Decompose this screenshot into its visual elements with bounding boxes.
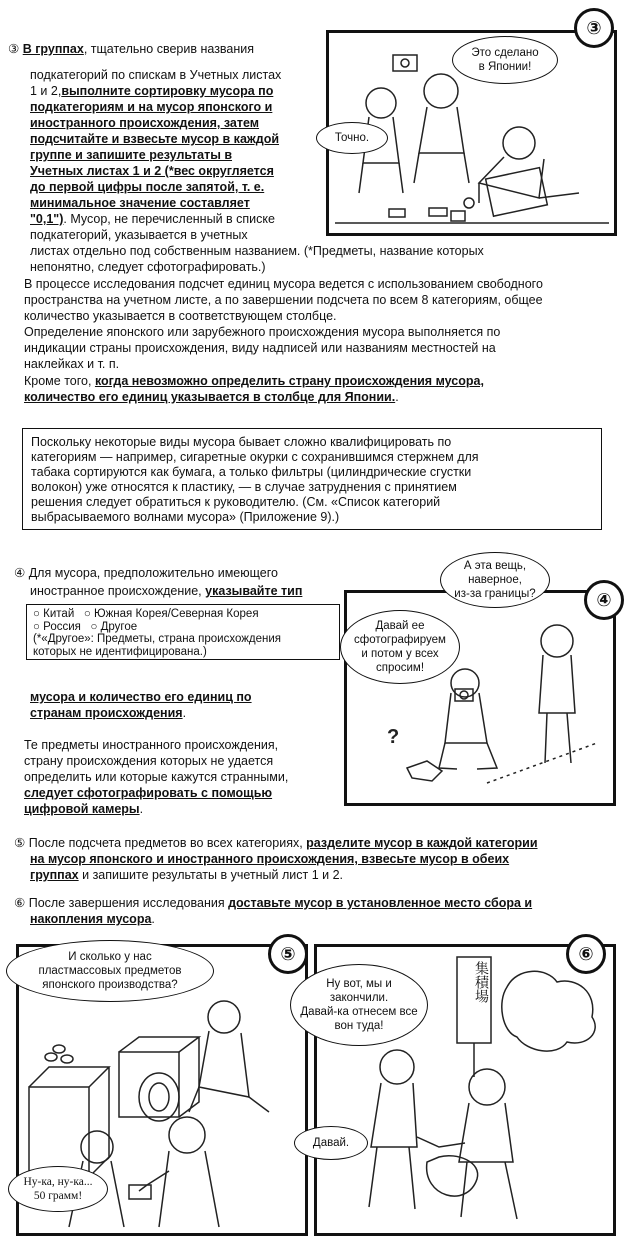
comic-3-bubble-2-text: Точно.: [334, 132, 370, 144]
step5-plain-2: и запишите результаты в учетный лист 1 и 2.: [78, 868, 344, 882]
collection-point-sign: [458, 961, 492, 1003]
step3-bold-line: иностранного происхождения, затем: [30, 116, 260, 130]
comic-4-speech-bubble-2: [340, 610, 460, 684]
step6-plain-1: После завершения исследования: [28, 896, 229, 910]
option-label: Китай: [43, 608, 75, 620]
comic-5-speech-bubble-1: [6, 940, 214, 1002]
step4-options-box: [26, 604, 340, 660]
step4-line2: [30, 584, 302, 599]
options-note-line: (*«Другое»: Предметы, страна происхождения: [33, 633, 282, 645]
comic-3-speech-bubble-1: [452, 36, 558, 84]
step3-line2: подкатегорий по спискам в Учетных листах: [30, 68, 282, 82]
note-line: волокон) уже относятся к пластику, — в случае затруднения с принятием: [31, 480, 457, 494]
step6-marker: ⑥: [14, 896, 26, 910]
step3-para-line: наклейках и т. п.: [24, 357, 120, 371]
comic-4-speech-bubble-1: [440, 552, 550, 608]
note-line: Поскольку некоторые виды мусора бывает сложно квалифицировать по: [31, 435, 452, 449]
radio-icon[interactable]: ○: [83, 608, 91, 620]
step4-text-line: Те предметы иностранного происхождения,: [24, 738, 279, 752]
option-label: Другое: [100, 620, 138, 633]
comic-6-number-badge: ⑥: [566, 934, 606, 974]
step3-line-last: [30, 212, 275, 227]
step4-final-line2: [24, 802, 143, 817]
step3-rest-line: непонятно, следует сфотографировать.): [30, 260, 266, 274]
comic-3-bubble-1-text: Это сделано в Японии!: [471, 47, 539, 73]
step3-bold-line: группе и запишите результаты в: [30, 148, 233, 162]
step4-line1: [14, 566, 278, 581]
step3-para-line: В процессе исследования подсчет единиц мусора ведется с использованием свободного: [24, 277, 543, 291]
option-label: Южная Корея/Северная Корея: [94, 608, 259, 620]
comic-5-bubble-2-text: Ну-ка, ну-ка... 50 грамм!: [23, 1176, 93, 1202]
step4-final-bold-1: следует сфотографировать с помощью: [24, 786, 273, 800]
comic-6-speech-bubble-1: [290, 964, 428, 1046]
radio-icon[interactable]: ○: [90, 620, 98, 633]
step5-bold-2: на мусор японского и иностранного происхождения, взвесьте мусор в обеих: [30, 852, 510, 866]
step3-bold-line: подкатегориям и на мусор японского и: [30, 100, 273, 114]
step3-final-end: .: [395, 390, 399, 404]
step3-line3-plain: 1 и 2,: [30, 84, 62, 98]
comic-5-number-badge: ⑤: [268, 934, 308, 974]
step4-line2-bold: указывайте тип: [205, 584, 303, 598]
step6-end: .: [151, 912, 155, 926]
step4-bold-1: мусора и количество его единиц по: [30, 690, 252, 704]
step6-line1: [14, 896, 532, 911]
step4-bold-2: странам происхождения: [30, 706, 183, 720]
step3-rest-line: подкатегорий, указывается в учетных: [30, 228, 248, 242]
step3-final-bold1: когда невозможно определить страну происхождения мусора,: [94, 374, 484, 388]
step3-line-last-bold: "0,1"): [30, 212, 64, 226]
step3-final-plain: Кроме того,: [24, 374, 95, 388]
comic-6-bubble-2-text: Давай.: [312, 1137, 350, 1149]
step3-para-line: индикации страны происхождения, виду надписей или названиям местностей на: [24, 341, 496, 355]
comic-6-bubble-1-text: Ну вот, мы и закончили. Давай-ка отнесем все вон туда!: [300, 978, 418, 1032]
step5-marker: ⑤: [14, 836, 26, 850]
step3-line3: [30, 84, 273, 99]
option-label: Россия: [43, 620, 81, 633]
step5-line1: [14, 836, 538, 851]
options-row: [33, 621, 333, 634]
step6-bold-1: доставьте мусор в установленное место сбора и: [228, 896, 533, 910]
step5-bold-1: разделите мусор в каждой категории: [306, 836, 538, 850]
options-note-line: которых не идентифицирована.): [33, 645, 207, 658]
step3-bold-line: до первой цифры после запятой, т. е.: [30, 180, 265, 194]
options-row: [33, 608, 333, 621]
step4-marker: ④: [14, 566, 26, 580]
note-line: табака сортируются как бумага, а только фильтры (цилиндрические сгустки: [31, 465, 472, 479]
step4-bold-2-line: [30, 706, 186, 721]
step4-line2-plain: иностранное происхождение,: [30, 584, 206, 598]
step4-line1-text: Для мусора, предположительно имеющего: [28, 566, 278, 580]
step6-bold-2: накопления мусора: [30, 912, 152, 926]
comic-3-speech-bubble-2: [316, 122, 388, 154]
step4-bold-end: .: [182, 706, 187, 720]
radio-icon[interactable]: ○: [33, 620, 40, 633]
step6-line2: [30, 912, 155, 927]
svg-text:?: ?: [387, 726, 400, 748]
step3-para-line: количество указывается в соответствующем столбце.: [24, 309, 337, 323]
step3-marker: ③: [8, 42, 20, 56]
comic-4-bubble-1-text: А эта вещь, наверное, из-за границы?: [454, 560, 536, 600]
note-box: [22, 428, 602, 530]
comic-3-number-badge: ③: [574, 8, 614, 48]
collection-point-sign-text: 集積場: [473, 961, 489, 1003]
radio-icon[interactable]: ○: [33, 608, 40, 620]
step3-bold-line: подсчитайте и взвесьте мусор в каждой: [30, 132, 280, 146]
comic-4-bubble-2-text: Давай ее сфотографируем и потом у всех спросим!: [354, 620, 446, 674]
note-line: категориям — например, сигаретные окурки с сохранившимся стержнем для: [31, 450, 479, 464]
step3-lead-rest: , тщательно сверив названия: [83, 42, 255, 56]
step3-para-line: пространства на учетном листе, а по завершении подсчета по всем 8 категориям, общее: [24, 293, 543, 307]
step5-line3: [30, 868, 343, 883]
step3-final-bold2: количество его единиц указывается в столбце для Японии.: [24, 390, 396, 404]
step4-final-end: .: [139, 802, 144, 816]
step3-para-line: Определение японского или зарубежного происхождения мусора выполняется по: [24, 325, 501, 339]
note-line: решения следует обратиться к руководителю. (См. «Список категорий: [31, 495, 441, 509]
step4-text-line: определить или которые кажутся странными,: [24, 770, 289, 784]
note-line: выбрасываемого волнами мусора» (Приложение 9).): [31, 510, 340, 524]
step3-line3-bold: выполните сортировку мусора по: [61, 84, 274, 98]
step5-plain-1: После подсчета предметов во всех категориях,: [28, 836, 307, 850]
comic-6-speech-bubble-2: [294, 1126, 368, 1160]
step3-line1: [8, 42, 254, 57]
step3-bold-line: минимальное значение составляет: [30, 196, 250, 210]
step4-final-bold-2: цифровой камеры: [24, 802, 140, 816]
step5-bold-3: группах: [30, 868, 79, 882]
step3-final-line2: [24, 390, 399, 405]
comic-5-speech-bubble-2: [8, 1166, 108, 1212]
step3-bold-line: Учетных листах 1 и 2 (*вес округляется: [30, 164, 274, 178]
step3-rest-line: листах отдельно под собственным названием. (*Предметы, название которых: [30, 244, 484, 258]
step4-text-line: страну происхождения которых не удается: [24, 754, 274, 768]
comic-5-bubble-1-text: И сколько у нас пластмассовых предметов японского производства?: [38, 951, 182, 991]
step3-lead-underlined: В группах: [22, 42, 84, 56]
comic-4-number-badge: ④: [584, 580, 624, 620]
step3-line-last-rest: . Мусор, не перечисленный в списке: [63, 212, 275, 226]
step3-final-line1: [24, 374, 484, 389]
